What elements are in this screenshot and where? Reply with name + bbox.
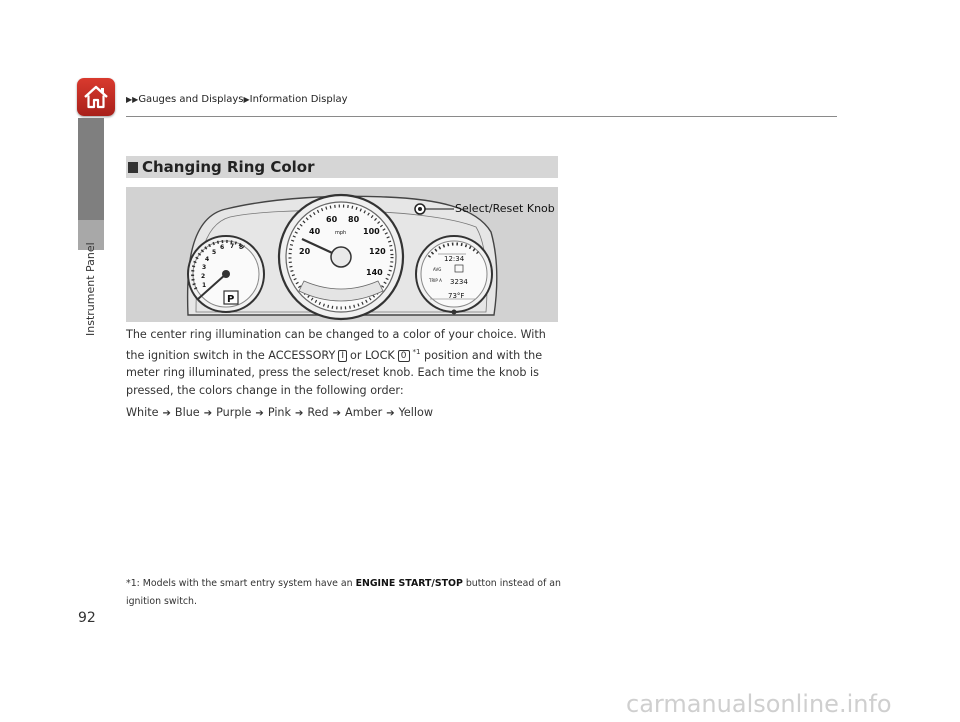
rpm-label: 6 [220, 244, 225, 251]
body-text-part: or LOCK [349, 348, 395, 362]
header-rule [126, 116, 837, 117]
trip-label: TRIP A [429, 278, 442, 283]
rpm-label: 1 [202, 282, 207, 289]
footnote [126, 575, 566, 611]
breadcrumb-link-information-display[interactable]: Information Display [249, 94, 348, 105]
speed-label: 100 [363, 227, 380, 236]
body-text-part: The center ring illumination can be changed to a color of your choice. With the ignition switch in the ACCESSORY [126, 328, 546, 362]
speed-label: 20 [299, 247, 311, 256]
color-item: Pink [267, 406, 291, 419]
section-title: Changing Ring Color [142, 158, 315, 176]
color-item: Blue [174, 406, 200, 419]
arrow-right-icon: ➔ [332, 408, 342, 419]
section-square-icon [128, 162, 138, 173]
color-item: Purple [216, 406, 252, 419]
speed-label: 140 [366, 268, 383, 277]
speed-unit: mph [335, 230, 347, 236]
home-icon [82, 83, 110, 111]
arrow-right-icon: ➔ [203, 408, 213, 419]
color-item: Amber [345, 406, 383, 419]
speed-label: 40 [309, 227, 321, 236]
arrow-right-icon: ➔ [295, 408, 304, 419]
rpm-label: 7 [230, 243, 235, 250]
footnote-bold: ENGINE START/STOP [355, 578, 463, 589]
rpm-label: 2 [201, 273, 206, 280]
page-number: 92 [78, 610, 96, 626]
rpm-label: 8 [239, 244, 244, 251]
key-lock-icon: 0 [398, 350, 410, 362]
trip-value: 3234 [450, 278, 468, 286]
outside-temp: 73°F [448, 292, 465, 300]
speed-label: 80 [348, 215, 360, 224]
rpm-label: 5 [212, 249, 217, 256]
arrow-right-icon: ➔ [162, 408, 171, 419]
home-button[interactable] [77, 78, 115, 116]
footnote-prefix: *1: Models with the smart entry system have an [126, 578, 353, 589]
breadcrumb-link-gauges[interactable]: Gauges and Displays [138, 94, 244, 105]
rpm-label: 4 [205, 256, 210, 263]
breadcrumb [126, 94, 348, 105]
arrow-right-icon: ➔ [386, 408, 395, 419]
footnote-suffix: button instead of an ignition switch. [126, 578, 561, 607]
breadcrumb-arrow-icon: ▶ [243, 95, 250, 104]
arrow-right-icon: ➔ [255, 408, 264, 419]
watermark: carmanualsonline.info [626, 690, 892, 718]
speed-label: 60 [326, 215, 338, 224]
gear-indicator: P [227, 294, 235, 305]
section-heading [126, 156, 558, 178]
body-text-part: position and with the meter ring illuminated, press the select/reset knob. Each time the knob is pressed, the colors change in the following order: [126, 348, 543, 397]
footnote-ref[interactable]: *1 [412, 347, 421, 356]
knob-callout-label: Select/Reset Knob [455, 202, 555, 215]
clock-display: 12:34 [444, 255, 465, 263]
avg-label: AVG [433, 267, 442, 272]
color-sequence [126, 406, 433, 419]
breadcrumb-arrow-icon: ▶▶ [126, 95, 139, 104]
speed-label: 120 [369, 247, 386, 256]
rpm-label: 3 [202, 264, 207, 271]
color-item: White [126, 406, 159, 419]
key-accessory-icon: I [338, 350, 347, 362]
chapter-label: Instrument Panel [84, 242, 97, 336]
instructions-paragraph [126, 326, 566, 399]
color-item: Yellow [398, 406, 434, 419]
color-item: Red [307, 406, 329, 419]
